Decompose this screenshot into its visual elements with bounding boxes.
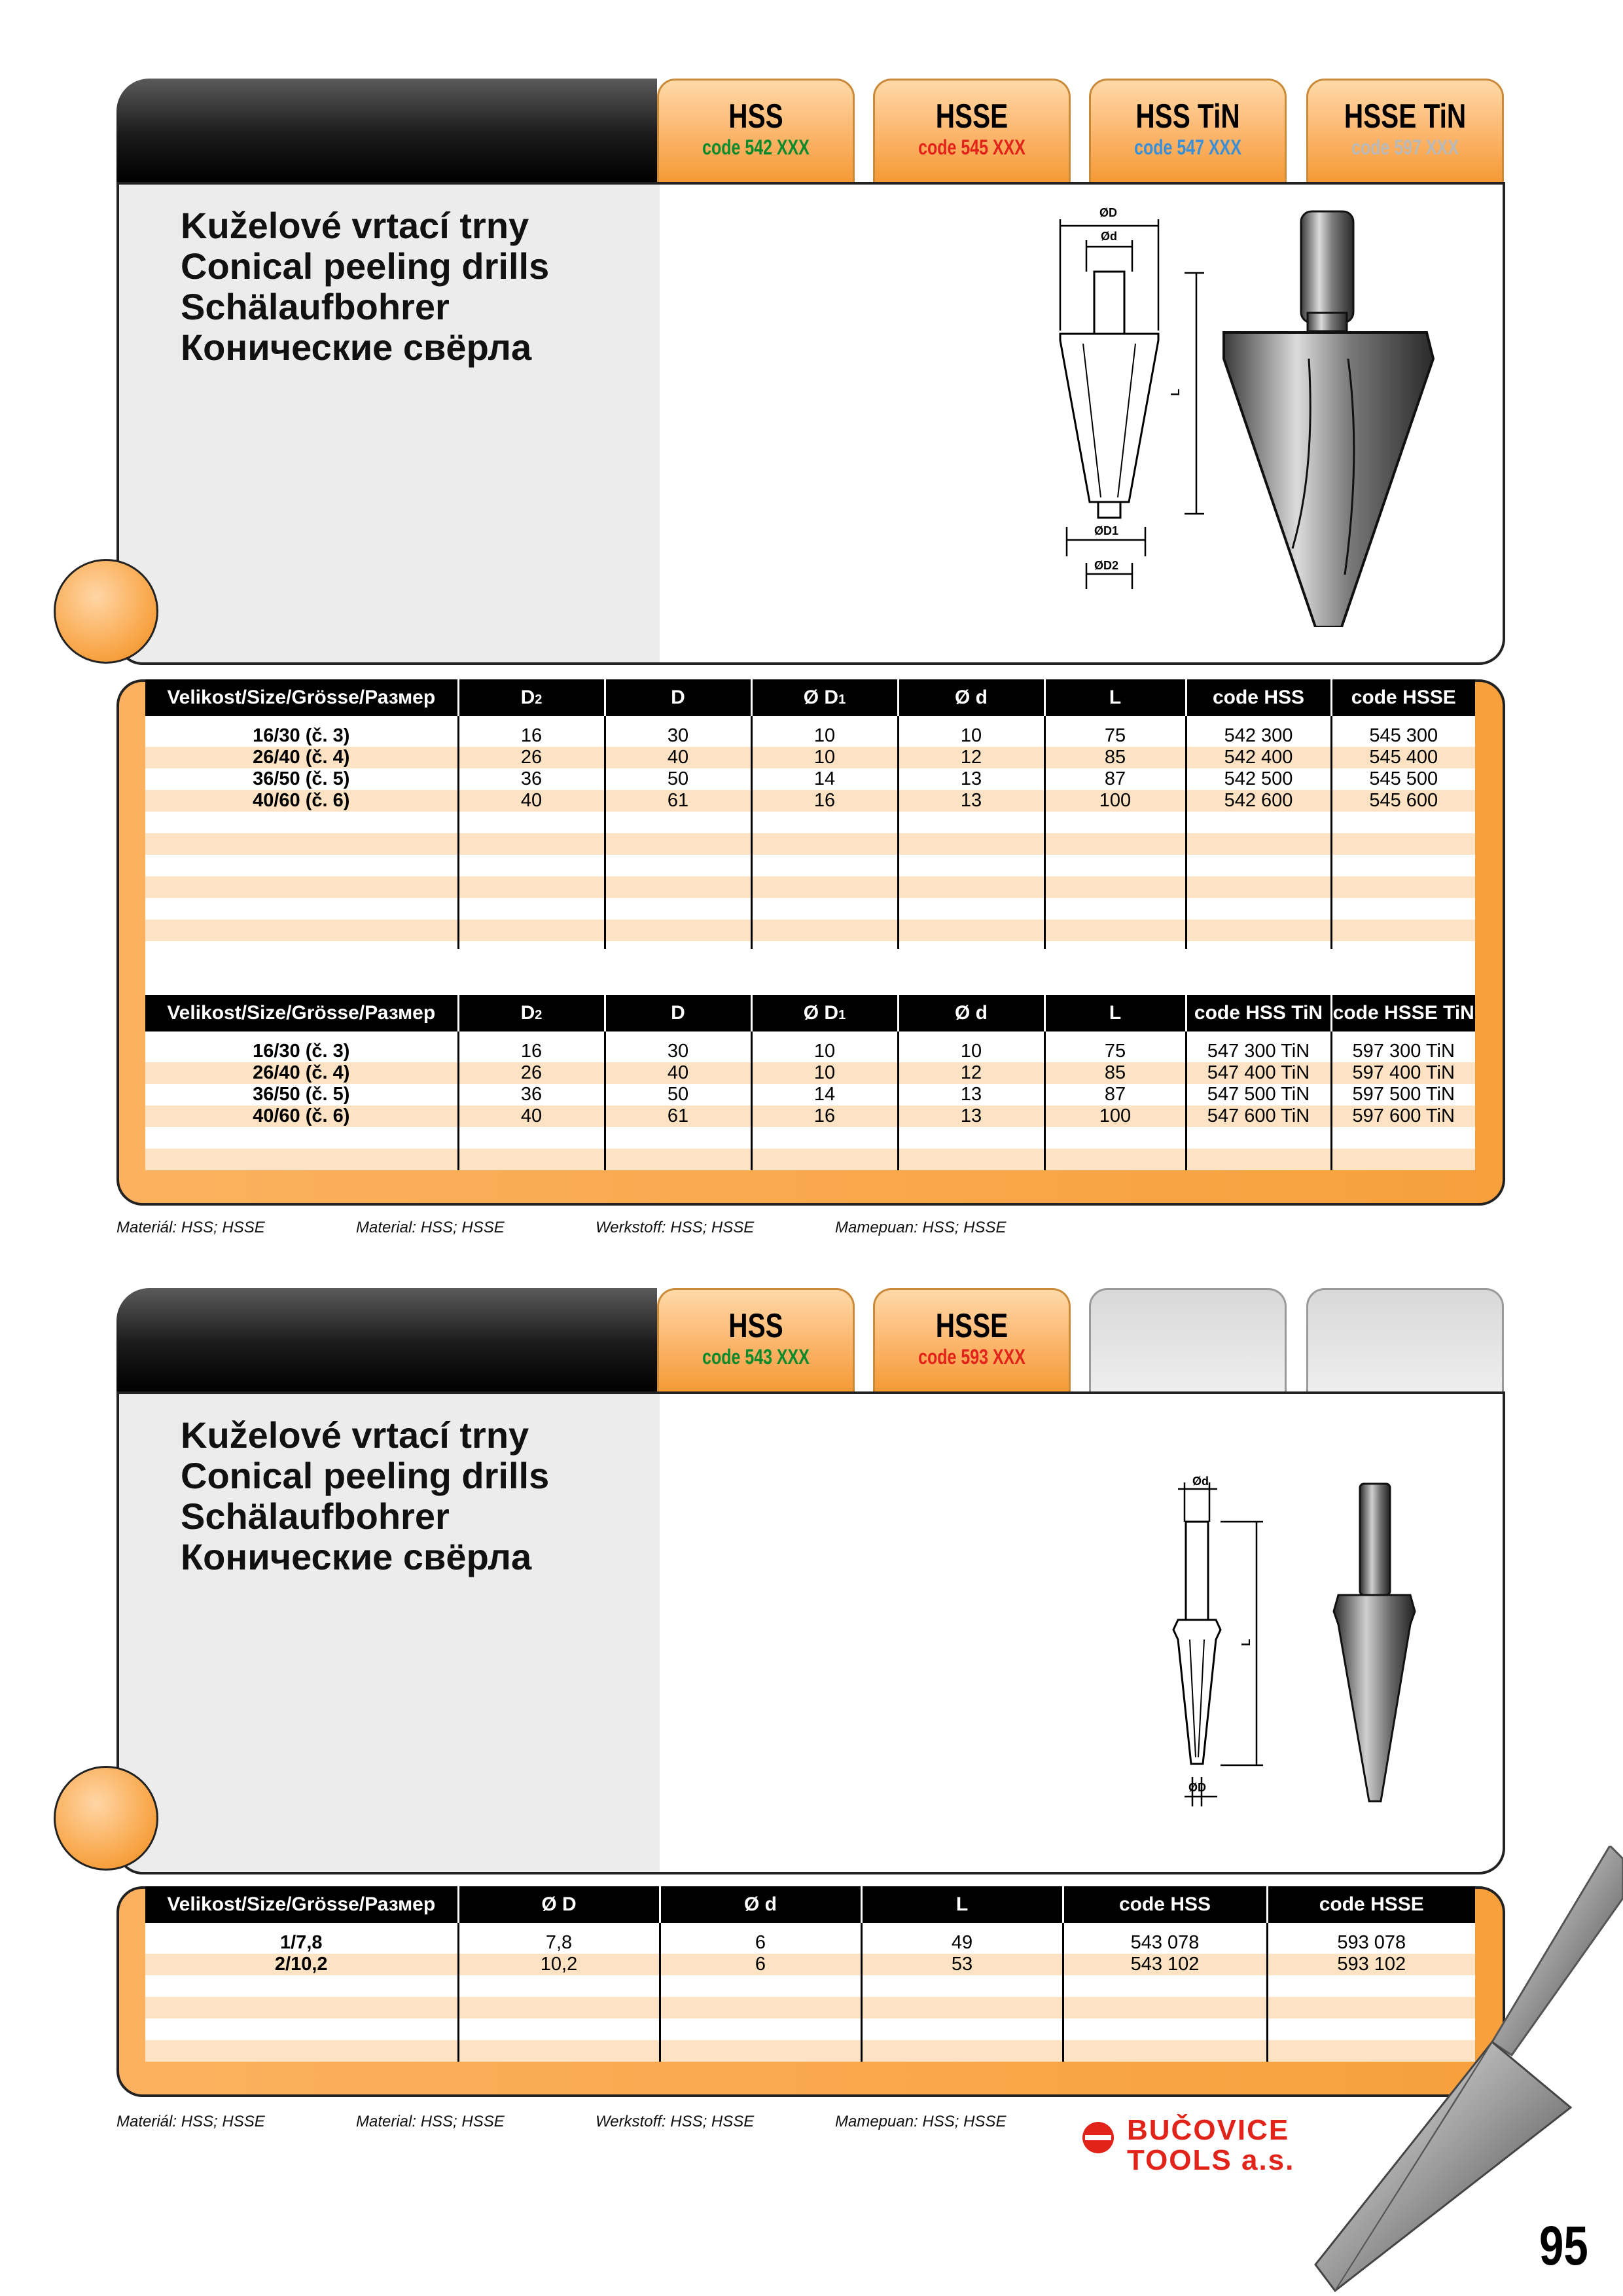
- table-row: 26/40 (č. 4) 26 40 10 12 85 547 400 TiN 597 400 TiN: [145, 1062, 1475, 1084]
- label-d-outer: ØD: [1188, 1781, 1206, 1794]
- label-d1: ØD1: [1094, 524, 1119, 537]
- spec-table-2: [145, 995, 1475, 1170]
- title-ru: Конические свёрла: [181, 1536, 532, 1577]
- product-box-2: [116, 1391, 1505, 1874]
- col-header: D: [605, 679, 751, 716]
- spec-table-3: [145, 1886, 1475, 2062]
- material-cz: Materiál: HSS; HSSE: [116, 1219, 265, 1236]
- tab-code: code 543 XXX: [702, 1345, 810, 1369]
- material-de: Werkstoff: HSS; HSSE: [596, 1219, 755, 1236]
- col-header: code HSS: [1186, 679, 1331, 716]
- col-header: Velikost/Size/Grösse/Размер: [145, 679, 458, 716]
- col-header: Ø D: [458, 1886, 660, 1923]
- material-ru: Mamepuan: HSS; HSSE: [835, 2113, 1007, 2130]
- tab-label: HSSE TiN: [1344, 98, 1467, 135]
- tab-label: HSS: [728, 98, 783, 135]
- company-logo-icon: [1080, 2119, 1116, 2156]
- tab-label: HSSE: [935, 1307, 1008, 1345]
- table-row: 40/60 (č. 6) 40 61 16 13 100 542 600 545 600: [145, 790, 1475, 812]
- table-row: 40/60 (č. 6) 40 61 16 13 100 547 600 TiN 597 600 TiN: [145, 1105, 1475, 1127]
- conical-drill-image: [1217, 208, 1440, 627]
- tab-code: code 597 XXX: [1351, 135, 1459, 159]
- logo-text-line2: TOOLS a.s.: [1127, 2144, 1295, 2176]
- tab-empty: [1089, 1288, 1287, 1391]
- tab-code: code 593 XXX: [918, 1345, 1026, 1369]
- tab-hss: [657, 79, 855, 182]
- table-row: 26/40 (č. 4) 26 40 10 12 85 542 400 545 400: [145, 747, 1475, 768]
- divider: [119, 182, 1503, 185]
- material-ru: Mamepuan: HSS; HSSE: [835, 1219, 1007, 1236]
- table-row: 1/7,8 7,8 6 49 543 078 593 078: [145, 1932, 1475, 1954]
- tab-label: HSS: [728, 1307, 783, 1345]
- orange-bullet: [54, 1766, 158, 1871]
- tab-hss-tin: [1089, 79, 1287, 182]
- title-de: Schälaufbohrer: [181, 1496, 450, 1537]
- table-row: 36/50 (č. 5) 36 50 14 13 87 547 500 TiN 597 500 TiN: [145, 1084, 1475, 1105]
- table-gap: [145, 949, 1475, 995]
- col-header: code HSSE: [1267, 1886, 1475, 1923]
- material-de: Werkstoff: HSS; HSSE: [596, 2113, 755, 2130]
- col-header: code HSS TiN: [1186, 995, 1331, 1031]
- table-row: 36/50 (č. 5) 36 50 14 13 87 542 500 545 500: [145, 768, 1475, 790]
- label-l: L: [1169, 389, 1182, 396]
- col-header: L: [1044, 995, 1186, 1031]
- divider: [119, 1391, 1503, 1394]
- table-row: 16/30 (č. 3) 16 30 10 10 75 547 300 TiN 597 300 TiN: [145, 1041, 1475, 1062]
- label-d: Ød: [1192, 1476, 1209, 1488]
- table-row: 2/10,2 10,2 6 53 543 102 593 102: [145, 1954, 1475, 1975]
- technical-drawing-2: [1165, 1476, 1283, 1816]
- col-header: Ø d: [660, 1886, 861, 1923]
- col-header: D2: [458, 995, 605, 1031]
- technical-drawing-1: [1041, 200, 1243, 592]
- material-en: Material: HSS; HSSE: [356, 2113, 505, 2130]
- tab-label: HSS TiN: [1135, 98, 1240, 135]
- tab-code: code 547 XXX: [1134, 135, 1241, 159]
- tab-hsse: [873, 79, 1071, 182]
- col-header: code HSS: [1063, 1886, 1267, 1923]
- section2-header-bar: [116, 1288, 657, 1391]
- col-header: code HSSE TiN: [1331, 995, 1475, 1031]
- title-en: Conical peeling drills: [181, 1455, 550, 1496]
- col-header: Velikost/Size/Grösse/Размер: [145, 995, 458, 1031]
- label-d-outer: ØD: [1099, 206, 1117, 219]
- tab-hss: [657, 1288, 855, 1391]
- label-d: Ød: [1101, 230, 1117, 243]
- small-conical-drill-image: [1329, 1480, 1420, 1808]
- col-header: D: [605, 995, 751, 1031]
- section1-header-bar: [116, 79, 657, 182]
- title-cz: Kuželové vrtací trny: [181, 1414, 529, 1456]
- label-d2: ØD2: [1094, 559, 1119, 572]
- tab-hsse: [873, 1288, 1071, 1391]
- col-header: Ø d: [898, 679, 1044, 716]
- title-cz: Kuželové vrtací trny: [181, 205, 529, 246]
- logo-text-line1: BUČOVICE: [1127, 2114, 1290, 2146]
- col-header: D2: [458, 679, 605, 716]
- material-cz: Materiál: HSS; HSSE: [116, 2113, 265, 2130]
- col-header: Ø d: [898, 995, 1044, 1031]
- tab-code: code 542 XXX: [702, 135, 810, 159]
- col-header: L: [861, 1886, 1063, 1923]
- orange-bullet: [54, 559, 158, 664]
- page-number: 95: [1539, 2215, 1588, 2276]
- table-row: 16/30 (č. 3) 16 30 10 10 75 542 300 545 300: [145, 725, 1475, 747]
- tab-label: HSSE: [935, 98, 1008, 135]
- col-header: Ø D1: [751, 679, 898, 716]
- title-de: Schälaufbohrer: [181, 286, 450, 327]
- col-header: Ø D1: [751, 995, 898, 1031]
- col-header: L: [1044, 679, 1186, 716]
- tab-hsse-tin: [1306, 79, 1504, 182]
- tab-empty: [1306, 1288, 1504, 1391]
- product-titles: [181, 206, 549, 368]
- product-titles: [181, 1415, 549, 1577]
- col-header: Velikost/Size/Grösse/Размер: [145, 1886, 458, 1923]
- material-en: Material: HSS; HSSE: [356, 1219, 505, 1236]
- label-l: L: [1240, 1639, 1253, 1646]
- tab-code: code 545 XXX: [918, 135, 1026, 159]
- col-header: code HSSE: [1331, 679, 1475, 716]
- title-en: Conical peeling drills: [181, 245, 550, 287]
- title-ru: Конические свёрла: [181, 327, 532, 368]
- spec-table-1: [145, 679, 1475, 984]
